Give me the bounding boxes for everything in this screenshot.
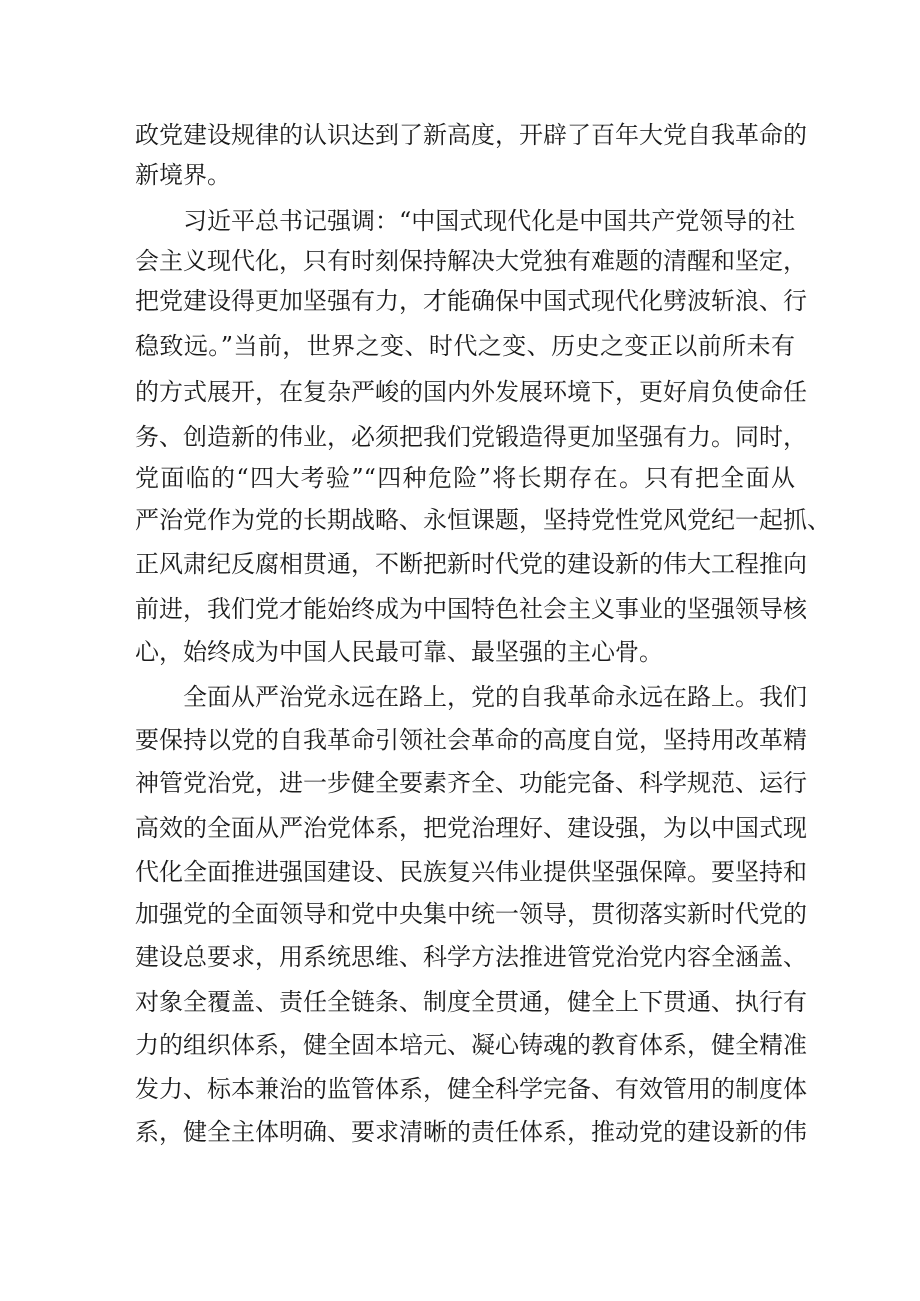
text-line-19: 加强党的全面领导和党中央集中统一领导，贯彻落实新时代党的: [135, 900, 807, 928]
text-line-6: 稳致远。”当前，世界之变、时代之变、历史之变正以前所未有: [135, 332, 795, 360]
text-line-2: 新境界。: [135, 161, 231, 189]
text-line-18: 代化全面推进强国建设、民族复兴伟业提供坚强保障。要坚持和: [135, 858, 807, 886]
text-line-13: 心，始终成为中国人民最可靠、最坚强的主心骨。: [135, 638, 663, 666]
text-line-22: 力的组织体系，健全固本培元、凝心铸魂的教育体系，健全精准: [135, 1031, 807, 1059]
text-line-7: 的方式展开，在复杂严峻的国内外发展环境下，更好肩负使命任: [135, 378, 807, 406]
text-line-17: 高效的全面从严治党体系，把党治理好、建设强，为以中国式现: [135, 814, 807, 842]
text-line-12: 前进，我们党才能始终成为中国特色社会主义事业的坚强领导核: [135, 595, 807, 623]
text-line-9: 党面临的“四大考验”“四种危险”将长期存在。只有把全面从: [135, 464, 795, 492]
text-line-21: 对象全覆盖、责任全链条、制度全贯通，健全上下贯通、执行有: [135, 988, 807, 1016]
text-line-4: 会主义现代化，只有时刻保持解决大党独有难题的清醒和坚定，: [135, 247, 807, 275]
text-line-8: 务、创造新的伟业，必须把我们党锻造得更加坚强有力。同时，: [135, 423, 807, 451]
paragraph-2-line-1: 习近平总书记强调：“中国式现代化是中国共产党领导的社: [183, 207, 796, 235]
paragraph-3-line-1: 全面从严治党永远在路上，党的自我革命永远在路上。我们: [183, 683, 807, 711]
text-line-11: 正风肃纪反腐相贯通，不断把新时代党的建设新的伟大工程推向: [135, 550, 807, 578]
text-line-24: 系，健全主体明确、要求清晰的责任体系，推动党的建设新的伟: [135, 1118, 807, 1146]
text-line-10: 严治党作为党的长期战略、永恒课题，坚持党性党风党纪一起抓、: [135, 506, 831, 534]
text-line-1: 政党建设规律的认识达到了新高度，开辟了百年大党自我革命的: [135, 121, 807, 149]
text-line-5: 把党建设得更加坚强有力，才能确保中国式现代化劈波斩浪、行: [135, 287, 807, 315]
text-line-16: 神管党治党，进一步健全要素齐全、功能完备、科学规范、运行: [135, 769, 807, 797]
text-line-23: 发力、标本兼治的监管体系，健全科学完备、有效管用的制度体: [135, 1075, 807, 1103]
text-line-15: 要保持以党的自我革命引领社会革命的高度自觉，坚持用改革精: [135, 726, 807, 754]
text-line-20: 建设总要求，用系统思维、科学方法推进管党治党内容全涵盖、: [135, 943, 807, 971]
